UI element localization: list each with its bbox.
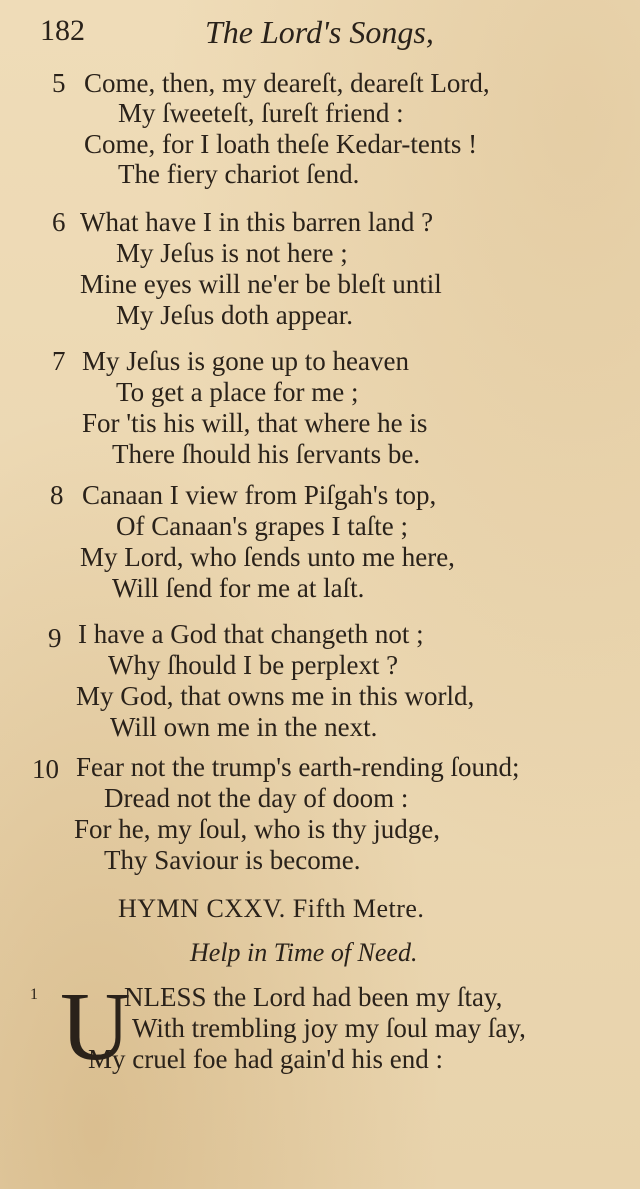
verse-line: The fiery chariot ſend. — [118, 159, 360, 189]
verse-line: To get a place for me ; — [116, 377, 359, 407]
stanza-number: 10 — [32, 754, 59, 784]
verse-line: Thy Saviour is become. — [104, 845, 361, 875]
verse-line: Come, then, my deareſt, deareſt Lord, — [84, 68, 490, 98]
verse-line: There ſhould his ſervants be. — [112, 439, 421, 469]
verse-line: Of Canaan's grapes I taſte ; — [116, 511, 409, 541]
verse-line: Will own me in the next. — [110, 712, 378, 742]
verse-number: 1 — [30, 986, 38, 1003]
verse-line: I have a God that changeth not ; — [78, 619, 424, 649]
verse-line: My Lord, who ſends unto me here, — [80, 542, 455, 572]
verse-line: My ſweeteſt, ſureſt friend : — [118, 98, 404, 128]
page-header — [0, 14, 640, 54]
stanza-number: 6 — [52, 207, 66, 237]
verse-line: Mine eyes will ne'er be bleſt until — [80, 269, 442, 299]
verse-line: What have I in this barren land ? — [80, 207, 434, 237]
verse-line: Come, for I loath theſe Kedar-tents ! — [84, 129, 478, 159]
verse-line: Will ſend for me at laſt. — [112, 573, 365, 603]
verse-line: NLESS the Lord had been my ſtay, — [124, 982, 503, 1012]
hymn-heading: HYMN CXXV. Fifth Metre. — [118, 894, 425, 923]
verse-line: Why ſhould I be perplext ? — [108, 650, 399, 680]
verse-line: My Jeſus is gone up to heaven — [82, 346, 409, 376]
running-title: The Lord's Songs, — [205, 14, 434, 50]
verse-line: My Jeſus doth appear. — [116, 300, 353, 330]
verse-line: My God, that owns me in this world, — [76, 681, 475, 711]
verse-line: My Jeſus is not here ; — [116, 238, 348, 268]
stanza-number: 8 — [50, 480, 64, 510]
hymn-subtitle: Help in Time of Need. — [190, 938, 418, 967]
verse-line: For he, my ſoul, who is thy judge, — [74, 814, 440, 844]
verse-line: For 'tis his will, that where he is — [82, 408, 428, 438]
verse-line: Canaan I view from Piſgah's top, — [82, 480, 437, 510]
verse-line: My cruel foe had gain'd his end : — [88, 1044, 444, 1074]
page-number: 182 — [40, 14, 85, 47]
stanza-number: 9 — [48, 623, 62, 653]
drop-cap: U — [60, 973, 131, 1081]
stanza-number: 5 — [52, 68, 66, 98]
verse-line: With trembling joy my ſoul may ſay, — [132, 1013, 526, 1043]
stanza-number: 7 — [52, 346, 66, 376]
verse-line: Fear not the trump's earth-rending ſound; — [76, 752, 520, 782]
verse-line: Dread not the day of doom : — [104, 783, 409, 813]
